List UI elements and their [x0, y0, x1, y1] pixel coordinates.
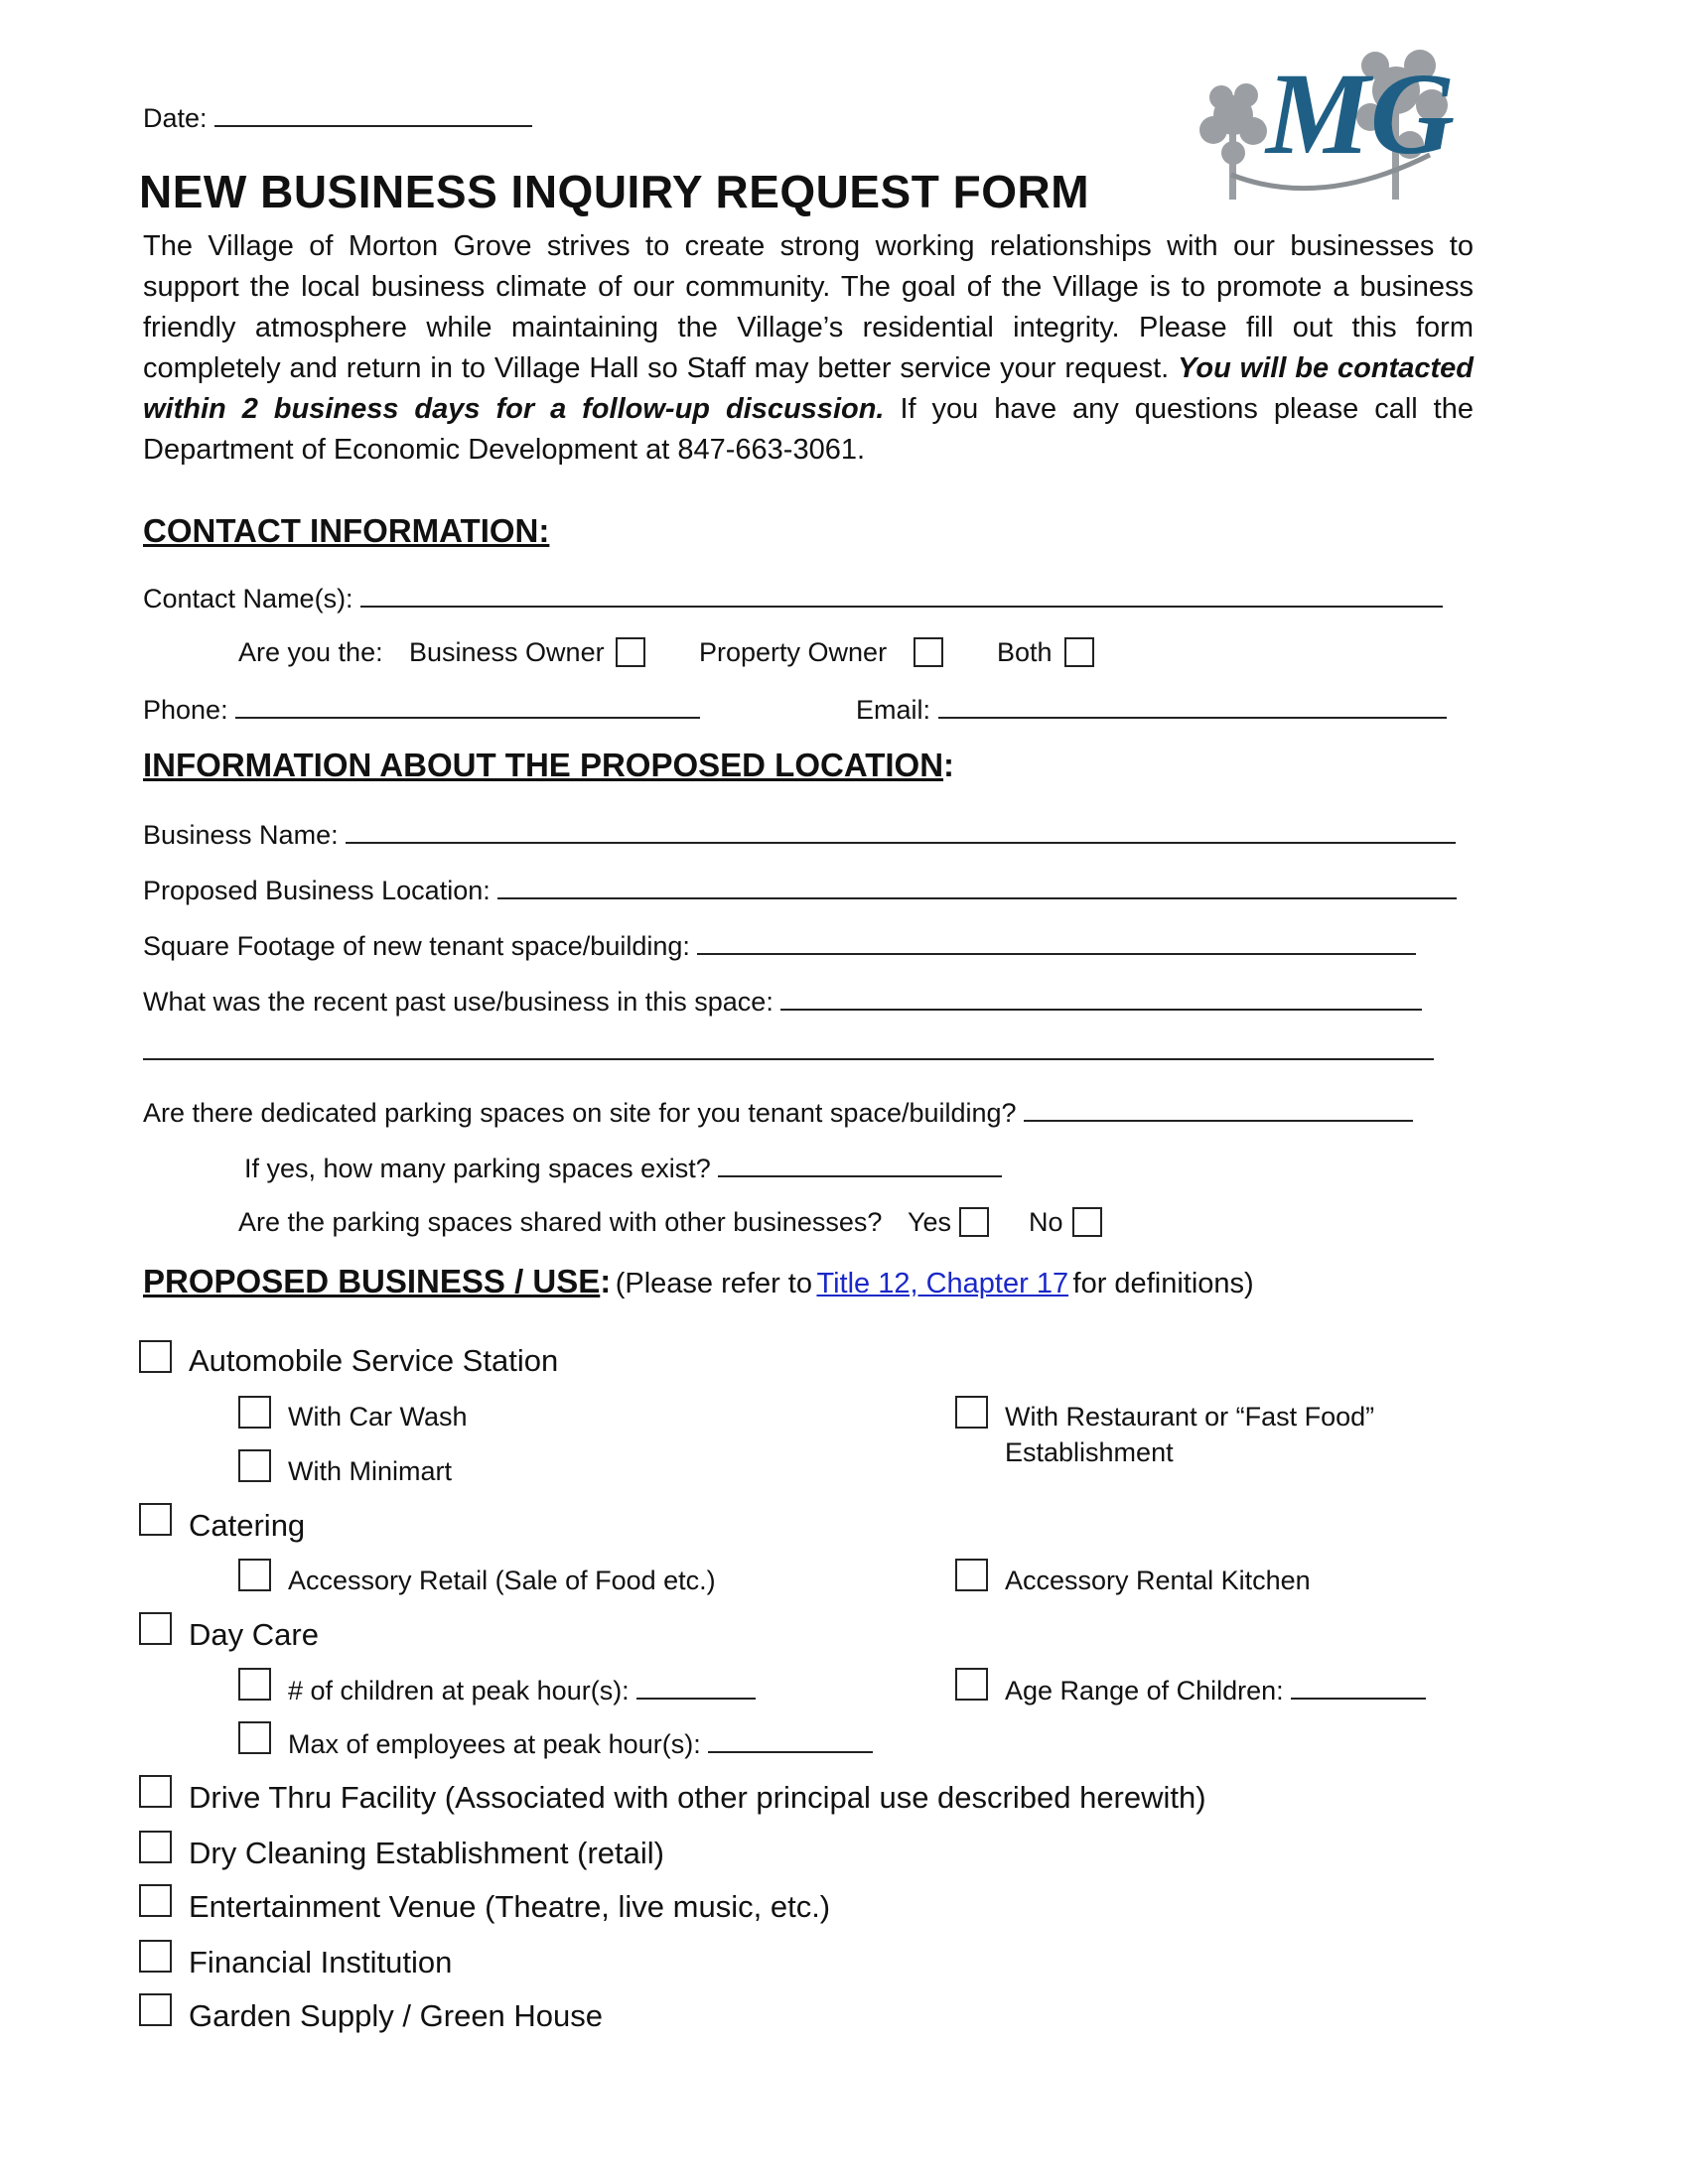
- dry-cleaning-label: Dry Cleaning Establishment (retail): [189, 1836, 664, 1870]
- title-12-chapter-17-link[interactable]: Title 12, Chapter 17: [816, 1268, 1069, 1299]
- entertainment-label: Entertainment Venue (Theatre, live music, etc.): [189, 1889, 831, 1924]
- business-name-input[interactable]: [346, 816, 1456, 844]
- parking-input[interactable]: [1024, 1094, 1413, 1122]
- age-range-checkbox[interactable]: [955, 1668, 988, 1701]
- children-peak-row: [288, 1672, 756, 1707]
- business-name-label: Business Name:: [143, 820, 339, 850]
- phone-label: Phone:: [143, 695, 228, 725]
- garden-checkbox[interactable]: [139, 1993, 172, 2026]
- accessory-retail-checkbox[interactable]: [238, 1559, 271, 1591]
- auto-service-label: Automobile Service Station: [189, 1343, 559, 1378]
- date-label: Date:: [143, 103, 208, 133]
- minimart-label: With Minimart: [288, 1456, 453, 1486]
- parking-count-row: [244, 1150, 1002, 1185]
- business-name-row: [143, 816, 1456, 852]
- phone-row: [143, 691, 700, 727]
- auto-service-checkbox[interactable]: [139, 1340, 172, 1373]
- contact-name-input[interactable]: [360, 580, 1443, 608]
- both-checkbox[interactable]: [1064, 637, 1094, 667]
- max-employees-input[interactable]: [708, 1725, 873, 1753]
- page-title: [139, 165, 1089, 218]
- proposed-location-input[interactable]: [497, 872, 1457, 899]
- intro-text-1: The Village of Morton Grove strives to create strong working relationships with our businesses to support the local business climate of our community. The goal of the Village is to promote a business friendly atmosphere while maintaining the Village’s residential integrity. Please fill out this form completely and return in to Village Hall so Staff may better service your request.: [143, 230, 1474, 384]
- age-range-row: [1005, 1672, 1426, 1707]
- past-use-input-continued[interactable]: [143, 1058, 1434, 1060]
- catering-label: Catering: [189, 1508, 306, 1543]
- both-label: Both: [997, 637, 1053, 667]
- max-employees-label: Max of employees at peak hour(s):: [288, 1729, 701, 1759]
- car-wash-label: With Car Wash: [288, 1402, 468, 1432]
- dry-cleaning-checkbox[interactable]: [139, 1831, 172, 1863]
- drive-thru-label: Drive Thru Facility (Associated with other principal use described herewith): [189, 1780, 1206, 1815]
- email-label: Email:: [856, 695, 931, 725]
- past-use-label: What was the recent past use/business in this space:: [143, 987, 774, 1017]
- past-use-input[interactable]: [780, 983, 1422, 1011]
- financial-label: Financial Institution: [189, 1945, 453, 1979]
- parking-shared-no-checkbox[interactable]: [1072, 1207, 1102, 1237]
- age-range-label: Age Range of Children:: [1005, 1676, 1284, 1706]
- parking-shared-label: Are the parking spaces shared with other businesses?: [238, 1207, 883, 1237]
- use-heading: PROPOSED BUSINESS / USE: [143, 1263, 601, 1299]
- contact-name-row: [143, 580, 1443, 615]
- use-heading-row: [143, 1263, 1254, 1300]
- children-peak-input[interactable]: [636, 1672, 756, 1700]
- children-peak-checkbox[interactable]: [238, 1668, 271, 1701]
- day-care-label: Day Care: [189, 1617, 319, 1652]
- use-heading-colon: :: [600, 1263, 612, 1299]
- square-footage-row: [143, 927, 1416, 963]
- square-footage-input[interactable]: [697, 927, 1416, 955]
- intro-paragraph: [143, 226, 1474, 471]
- catering-checkbox[interactable]: [139, 1503, 172, 1536]
- location-heading-colon: :: [943, 747, 955, 783]
- location-heading-text: INFORMATION ABOUT THE PROPOSED LOCATION: [143, 747, 944, 783]
- role-row: [238, 635, 383, 669]
- financial-checkbox[interactable]: [139, 1940, 172, 1973]
- email-input[interactable]: [938, 691, 1447, 719]
- email-row: [856, 691, 1447, 727]
- max-employees-checkbox[interactable]: [238, 1721, 271, 1754]
- parking-count-label: If yes, how many parking spaces exist?: [244, 1154, 711, 1183]
- entertainment-checkbox[interactable]: [139, 1884, 172, 1917]
- date-input-line[interactable]: [214, 99, 532, 127]
- minimart-checkbox[interactable]: [238, 1449, 271, 1482]
- contact-name-label: Contact Name(s):: [143, 584, 353, 614]
- rental-kitchen-checkbox[interactable]: [955, 1559, 988, 1591]
- intro-text-2: If you have any questions please call the Department of Economic Development at 847-663-3061.: [143, 393, 1474, 466]
- accessory-retail-label: Accessory Retail (Sale of Food etc.): [288, 1566, 716, 1595]
- business-owner-checkbox[interactable]: [616, 637, 645, 667]
- date-field-row: [143, 99, 532, 135]
- parking-label: Are there dedicated parking spaces on site for you tenant space/building?: [143, 1098, 1017, 1128]
- age-range-input[interactable]: [1291, 1672, 1426, 1700]
- proposed-location-row: [143, 872, 1457, 907]
- parking-shared-yes-checkbox[interactable]: [959, 1207, 989, 1237]
- car-wash-checkbox[interactable]: [238, 1396, 271, 1429]
- location-heading: [143, 747, 954, 784]
- children-peak-label: # of children at peak hour(s):: [288, 1676, 630, 1706]
- parking-count-input[interactable]: [718, 1150, 1002, 1177]
- contact-heading: CONTACT INFORMATION:: [143, 512, 550, 549]
- parking-row: [143, 1094, 1413, 1130]
- rental-kitchen-label: Accessory Rental Kitchen: [1005, 1566, 1311, 1595]
- parking-shared-yes-label: Yes: [908, 1207, 952, 1237]
- logo-monogram: MG: [1266, 49, 1456, 179]
- page-title-text: NEW BUSINESS INQUIRY REQUEST FORM: [139, 166, 1090, 217]
- property-owner-label: Property Owner: [699, 637, 888, 667]
- garden-label: Garden Supply / Green House: [189, 1998, 604, 2033]
- past-use-row: [143, 983, 1422, 1019]
- restaurant-label-line1: With Restaurant or “Fast Food”: [1005, 1402, 1375, 1432]
- business-owner-label: Business Owner: [409, 637, 605, 667]
- parking-shared-no-label: No: [1029, 1207, 1063, 1237]
- intro-emphasis: You will be contacted within 2 business days for a follow-up discussion.: [143, 352, 1474, 425]
- square-footage-label: Square Footage of new tenant space/building:: [143, 931, 690, 961]
- logo-graphic: [1172, 36, 1470, 224]
- are-you-label: Are you the:: [238, 637, 383, 667]
- max-employees-row: [288, 1725, 873, 1761]
- property-owner-checkbox[interactable]: [914, 637, 943, 667]
- drive-thru-checkbox[interactable]: [139, 1775, 172, 1808]
- day-care-checkbox[interactable]: [139, 1612, 172, 1645]
- use-note-prefix: (Please refer to: [615, 1268, 812, 1299]
- phone-input[interactable]: [235, 691, 700, 719]
- restaurant-checkbox[interactable]: [955, 1396, 988, 1429]
- village-logo: [1172, 36, 1470, 224]
- use-note-suffix: for definitions): [1072, 1268, 1254, 1299]
- proposed-location-label: Proposed Business Location:: [143, 876, 491, 905]
- restaurant-label-line2: Establishment: [1005, 1437, 1174, 1467]
